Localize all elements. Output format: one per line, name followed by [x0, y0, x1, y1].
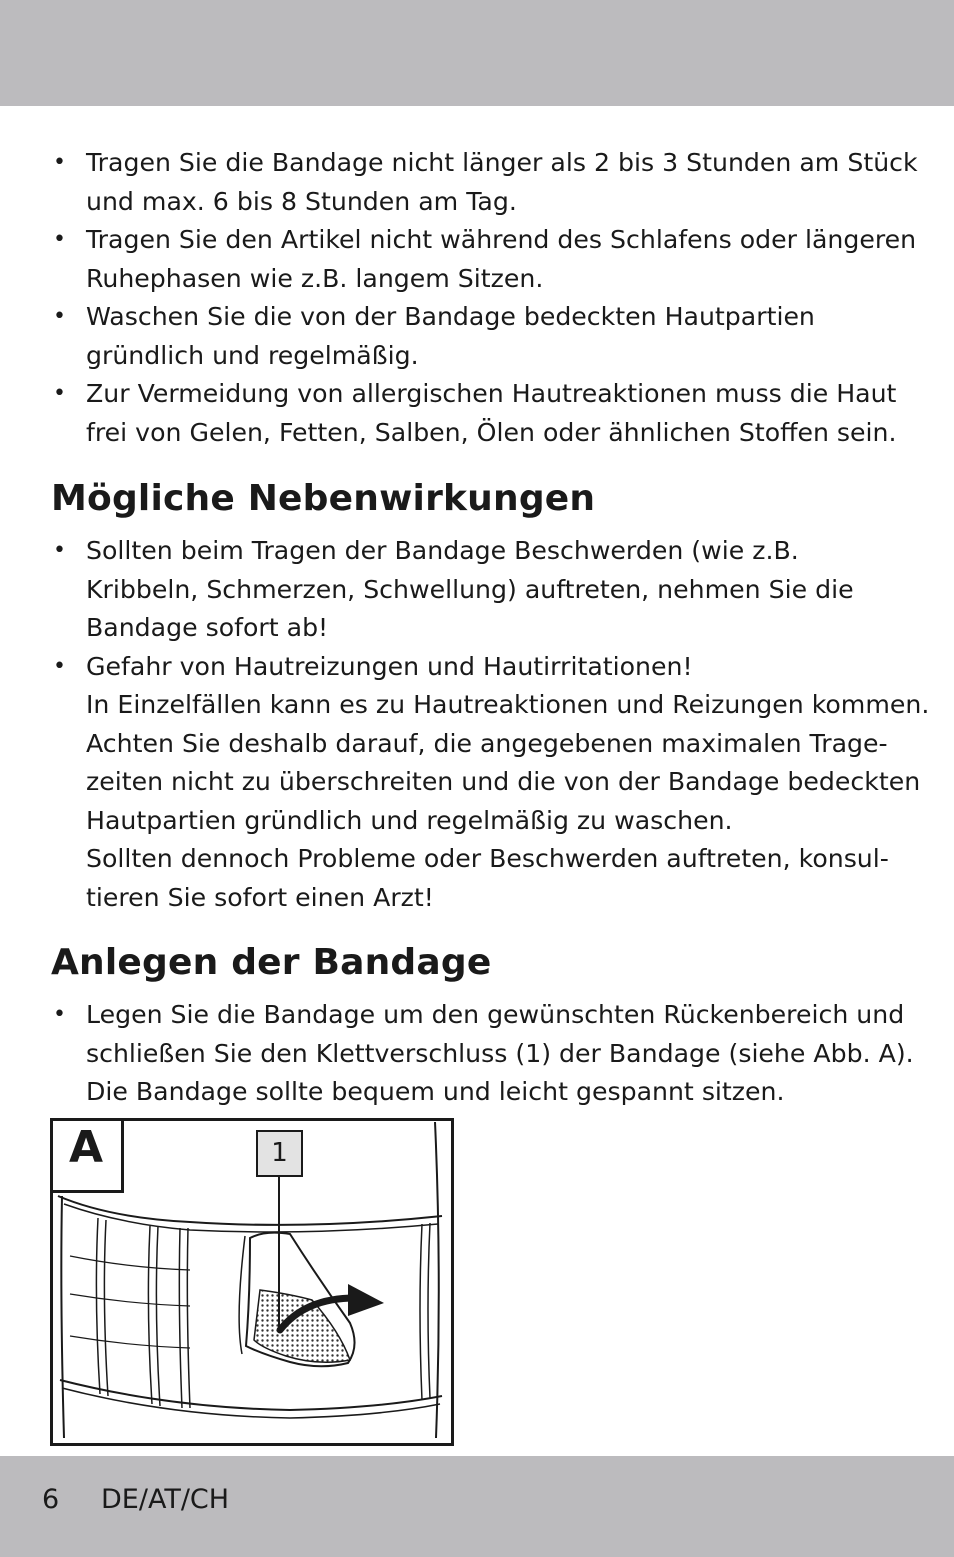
figure-label-a: A — [68, 1122, 104, 1173]
bullet-text-line: Sollten beim Tragen der Bandage Beschwerden (wie z.B. — [86, 536, 799, 565]
bullet-item — [0, 144, 954, 221]
bullet-item — [0, 996, 954, 1112]
bullet-text-line: Die Bandage sollte bequem und leicht gespannt sitzen. — [86, 1077, 785, 1106]
bullet-text-line: frei von Gelen, Fetten, Salben, Ölen oder ähnlichen Stoffen sein. — [86, 417, 897, 447]
bullet-dot-icon: • — [53, 227, 66, 252]
bullet-text-line: und max. 6 bis 8 Stunden am Tag. — [86, 186, 517, 216]
bullet-item — [0, 532, 954, 648]
bullet-text-line: Kribbeln, Schmerzen, Schwellung) auftreten, nehmen Sie die — [86, 574, 854, 604]
bullet-text-line: zeiten nicht zu überschreiten und die von der Bandage bedeckten — [86, 767, 921, 796]
bullet-text-line: Legen Sie die Bandage um den gewünschten Rückenbereich und — [86, 1000, 905, 1029]
applying-heading: Anlegen der Bandage — [51, 942, 492, 983]
bullet-text-line: Zur Vermeidung von allergischen Hautreaktionen muss die Haut — [86, 379, 897, 408]
bullet-text-line: gründlich und regelmäßig. — [86, 340, 419, 370]
bullet-text-line: In Einzelfällen kann es zu Hautreaktionen und Reizungen kommen. — [86, 690, 930, 719]
side-effects-bullet-list — [0, 532, 954, 917]
bullet-text-line: schließen Sie den Klettverschluss (1) der Bandage (siehe Abb. A). — [86, 1038, 914, 1068]
bullet-dot-icon: • — [53, 653, 66, 679]
bullet-text-line: Tragen Sie den Artikel nicht während des Schlafens oder längeren — [86, 225, 917, 254]
bullet-text-line: Sollten dennoch Probleme oder Beschwerden auftreten, konsul- — [86, 844, 889, 873]
header-band — [0, 0, 954, 106]
bullet-item — [0, 375, 954, 452]
callout-label-1: 1 — [271, 1138, 288, 1168]
bullet-text-line: Bandage sofort ab! — [86, 613, 329, 642]
bullet-item — [0, 221, 954, 298]
bullet-text-line: Achten Sie deshalb darauf, die angegebenen maximalen Trage- — [86, 728, 888, 758]
bullet-dot-icon: • — [53, 150, 66, 175]
bullet-text-line: tieren Sie sofort einen Arzt! — [86, 882, 434, 912]
applying-bullet-list — [0, 996, 954, 1112]
bullet-dot-icon: • — [53, 304, 66, 329]
bullet-text-line: Hautpartien gründlich und regelmäßig zu waschen. — [86, 805, 733, 835]
region-code: DE/AT/CH — [101, 1484, 230, 1515]
bullet-text-line: Tragen Sie die Bandage nicht länger als 2 bis 3 Stunden am Stück — [86, 148, 918, 177]
bullet-text-line: Gefahr von Hautreizungen und Hautirritationen! — [86, 651, 693, 681]
figure-a-illustration — [50, 1118, 454, 1446]
page-number: 6 — [42, 1484, 60, 1515]
bullet-dot-icon: • — [53, 381, 66, 406]
bullet-dot-icon: • — [53, 538, 66, 563]
bullet-text-line: Waschen Sie die von der Bandage bedeckten Hautpartien — [86, 302, 815, 331]
bullet-text-line: Ruhephasen wie z.B. langem Sitzen. — [86, 263, 544, 293]
bullet-item — [0, 298, 954, 375]
bullet-dot-icon: • — [53, 1002, 66, 1027]
intro-bullet-list — [0, 144, 954, 452]
bullet-item — [0, 648, 954, 918]
side-effects-heading: Mögliche Nebenwirkungen — [51, 478, 596, 519]
